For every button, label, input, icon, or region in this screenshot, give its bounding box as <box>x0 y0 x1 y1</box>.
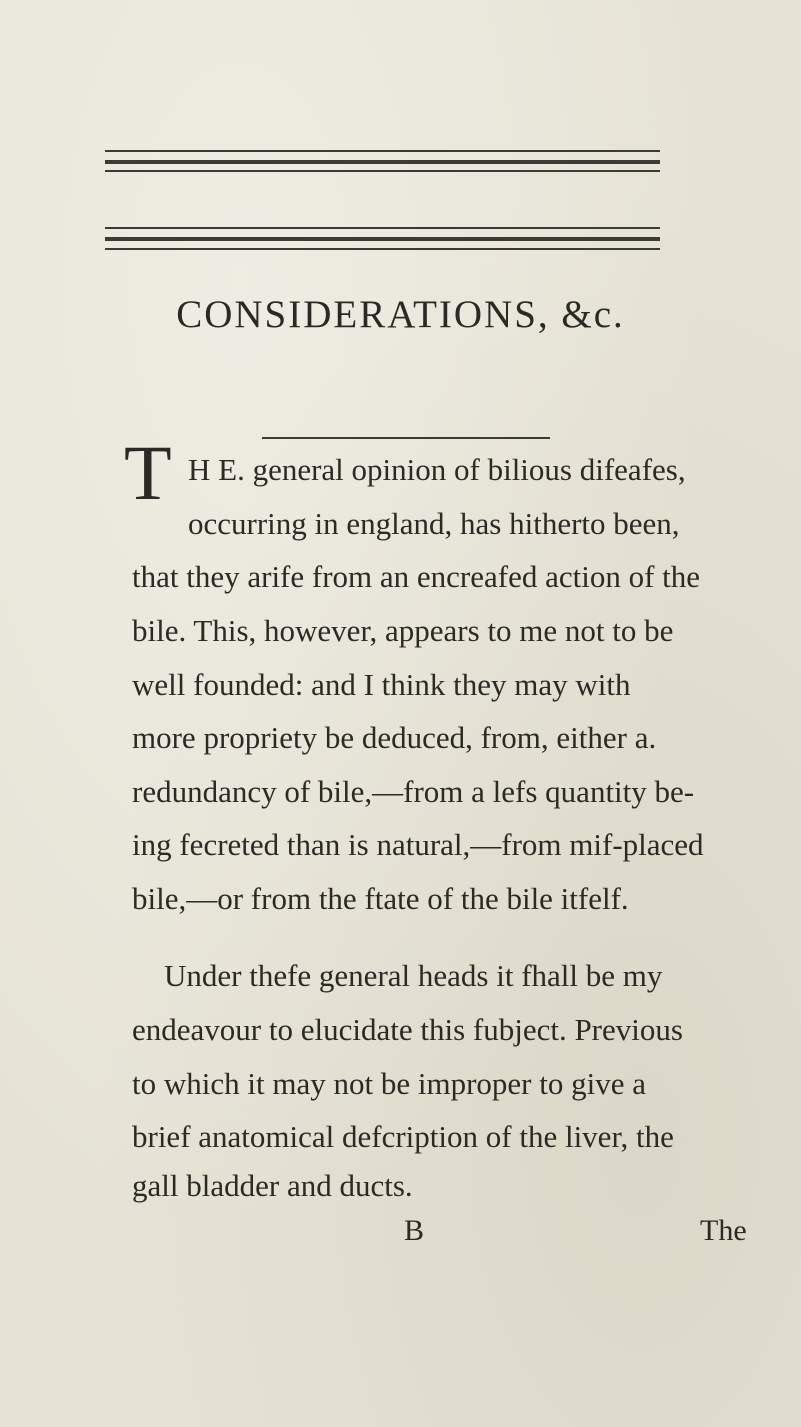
page-title: CONSIDERATIONS, &c. <box>176 293 625 336</box>
text-line: bile,—or from the ftate of the bile itfelf. <box>132 881 629 916</box>
text-line: that they arife from an encreafed action of the <box>132 559 701 594</box>
header-rule <box>105 237 660 241</box>
header-rule <box>105 248 660 250</box>
text-line: Under thefe general heads it fhall be my <box>164 958 663 993</box>
header-rule <box>105 160 660 164</box>
drop-cap: T <box>124 429 172 516</box>
text-line: bile. This, however, appears to me not to be <box>132 613 674 648</box>
text-line: occurring in england, has hitherto been, <box>188 506 680 541</box>
text-line: H E. general opinion of bilious difeafes, <box>188 452 686 487</box>
text-line: more propriety be deduced, from, either a. <box>132 720 657 755</box>
text-line: endeavour to elucidate this fubject. Previous <box>132 1012 683 1047</box>
header-rule <box>105 227 660 229</box>
text-line: to which it may not be improper to give a <box>132 1066 646 1101</box>
text-line: brief anatomical defcription of the liver, the <box>132 1119 674 1154</box>
text-line: ing fecreted than is natural,—from mif-placed <box>132 827 704 862</box>
header-rule <box>105 170 660 172</box>
text-line: well founded: and I think they may with <box>132 667 631 702</box>
header-rule <box>105 150 660 152</box>
text-line: redundancy of bile,—from a lefs quantity be- <box>132 774 695 809</box>
catchword: The <box>700 1214 747 1247</box>
text-line: gall bladder and ducts. <box>132 1168 413 1203</box>
title-rule <box>262 437 550 439</box>
signature-mark: B <box>404 1214 425 1247</box>
